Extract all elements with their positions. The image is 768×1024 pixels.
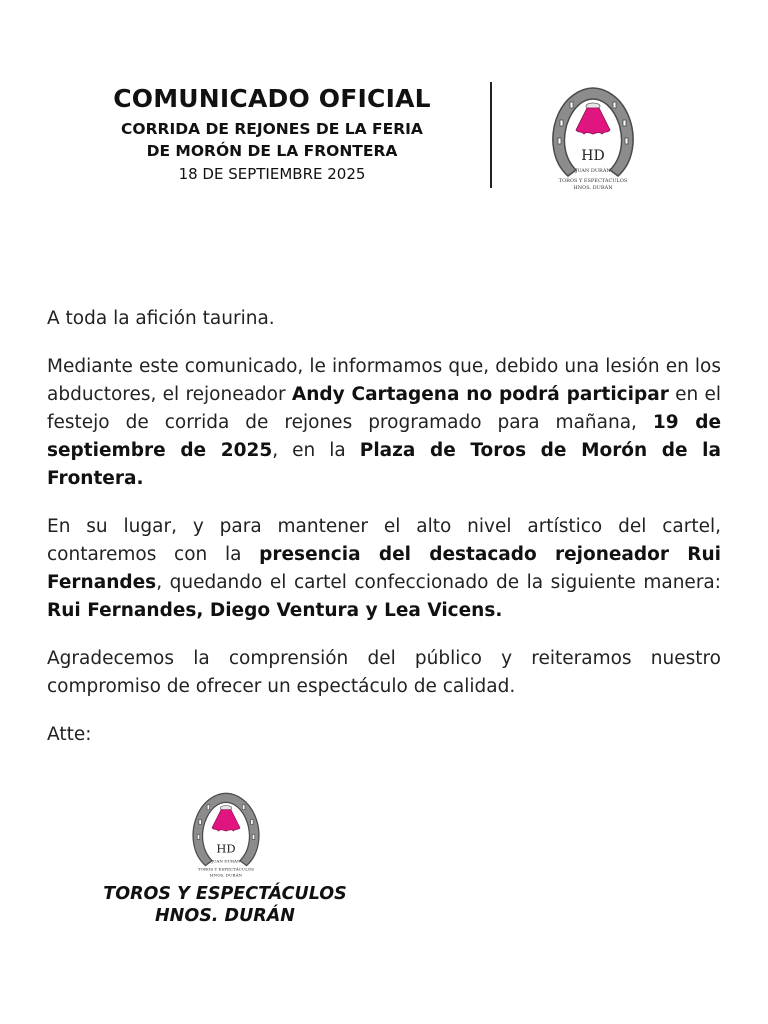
p1-bold-2: 19 de septiembre de 2025 xyxy=(47,412,721,461)
p2-text-2: , quedando el cartel confeccionado de la siguiente manera: xyxy=(156,572,721,593)
signature-logo-icon xyxy=(184,790,268,882)
signature-logo-caption-3: HNOS. DURÁN xyxy=(209,872,243,878)
signature-line1: TOROS Y ESPECTÁCULOS xyxy=(103,884,347,904)
document-date: 18 DE SEPTIEMBRE 2025 xyxy=(178,165,366,183)
header-text-block xyxy=(82,82,462,186)
signature-logo-caption-2: TOROS Y ESPECTÁCULOS xyxy=(197,866,255,872)
p1-text-1: Mediante este comunicado, le informamos que, debido una lesión en los abductores, el rejoneador xyxy=(47,356,721,405)
document-header xyxy=(0,78,768,193)
letter-body xyxy=(47,305,721,768)
header-divider xyxy=(490,82,492,188)
p2-bold-1: presencia del destacado rejoneador Rui Fernandes xyxy=(47,544,721,593)
paragraph-announcement xyxy=(47,353,721,493)
logo-initials: HD xyxy=(581,148,605,164)
signature-line2: HNOS. DURÁN xyxy=(155,906,295,926)
logo-caption-1: JUAN DURÁN xyxy=(575,168,611,174)
p1-bold-1: Andy Cartagena no podrá participar xyxy=(291,384,669,405)
company-logo-icon xyxy=(548,84,638,196)
signature-logo-initials: HD xyxy=(216,841,236,856)
signature-logo-caption-1: JUAN DURÁN xyxy=(211,858,241,864)
event-name-line1: CORRIDA DE REJONES DE LA FERIA xyxy=(121,120,423,138)
p2-bold-2: Rui Fernandes, Diego Ventura y Lea Vicens. xyxy=(47,600,503,621)
paragraph-thanks: Agradecemos la comprensión del público y reiteramos nuestro compromiso de ofrecer un espectáculo de calidad. xyxy=(47,648,721,697)
closing: Atte: xyxy=(47,724,92,745)
p2-text-1: En su lugar, y para mantener el alto nivel artístico del cartel, contaremos con la xyxy=(47,516,721,565)
paragraph-replacement xyxy=(47,513,721,625)
p1-bold-3: Plaza de Toros de Morón de la Frontera. xyxy=(47,440,721,489)
p1-text-3: , en la xyxy=(272,440,360,461)
document-title: COMUNICADO OFICIAL xyxy=(113,84,431,113)
logo-caption-3: HNOS. DURÁN xyxy=(573,185,613,191)
logo-caption-2: TOROS Y ESPECTÁCULOS xyxy=(558,178,628,184)
p1-text-2: en el festejo de corrida de rejones programado para mañana, xyxy=(47,384,721,433)
event-name-line2: DE MORÓN DE LA FRONTERA xyxy=(146,142,398,160)
greeting: A toda la afición taurina. xyxy=(47,308,275,329)
signature-block xyxy=(60,883,390,927)
